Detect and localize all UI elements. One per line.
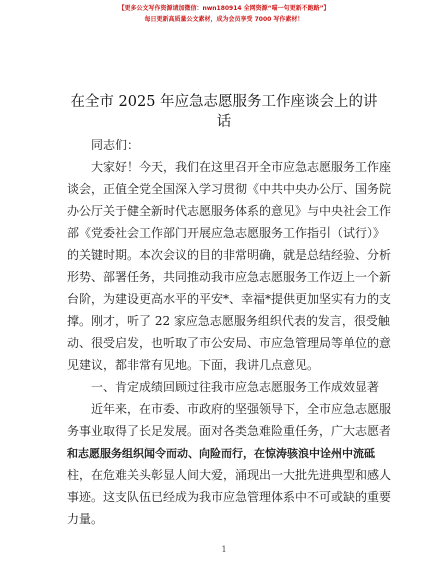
paragraph-1-line: 形势、部署任务，共同推动我市应急志愿服务工作迈上一个新 <box>67 270 392 284</box>
document-title <box>48 92 400 132</box>
paragraph-1-line: 见建议，都非常有见地。下面，我讲几点意见。 <box>67 358 320 372</box>
paragraph-1-line: 谈会，正值全党全国深入学习贯彻《中共中央办公厅、国务院 <box>67 182 392 196</box>
paragraph-2-line: 务事业取得了长足发展。面对各类急难险重任务，广大志愿者 <box>67 424 392 438</box>
promo-banner-line-2: 每日更新高质量公文素材，成为会员享受 7000 写作素材！ <box>144 16 304 23</box>
document-title-line-1: 在全市 2025 年应急志愿服务工作座谈会上的讲 <box>70 94 378 110</box>
paragraph-1-line: 办公厅关于健全新时代志愿服务体系的意见》与中央社会工作 <box>67 204 392 218</box>
section-1-heading: 一、肯定成绩回顾过往我市应急志愿服务工作成效显著 <box>91 380 380 394</box>
paragraph-2-line: 柱，在危难关头彰显人间大爱，涌现出一大批先进典型和感人 <box>67 468 392 482</box>
page-number: 1 <box>221 545 227 554</box>
paragraph-1-line: 撑。刚才，听了 22 家应急志愿服务组织代表的发言，很受触 <box>67 314 390 328</box>
paragraph-1-line: 动、很受启发，也听取了市公安局、市应急管理局等单位的意 <box>67 336 392 350</box>
paragraph-1-line: 部《党委社会工作部门开展应急志愿服务工作指引（试行）》 <box>67 226 386 240</box>
paragraph-1-line: 大家好！今天，我们在这里召开全市应急志愿服务工作座 <box>91 160 392 174</box>
paragraph-1-line: 的关键时期。本次会议的目的非常明确，就是总结经验、分析 <box>67 248 392 262</box>
paragraph-2-line-bold: 和志愿服务组织闻令而动、向险而行，在惊涛骇浪中诠州中流砥 <box>67 447 375 460</box>
paragraph-2-line: 近年来，在市委、市政府的坚强领导下，全市应急志愿服 <box>91 402 392 416</box>
paragraph-2-line: 事迹。这支队伍已经成为我市应急管理体系中不可或缺的重要 <box>67 490 392 504</box>
paragraph-1-line: 台阶，为建设更高水平的平安*、幸福*提供更加坚实有力的支 <box>67 292 392 306</box>
document-title-line-2: 话 <box>216 114 232 130</box>
greeting: 同志们： <box>91 138 140 152</box>
paragraph-2-line: 力量。 <box>67 512 104 526</box>
promo-banner-line-1: 【更多公文写作资源请加微信：nwn180914 全网资源“喵一句更新不跑路”】 <box>118 5 330 12</box>
